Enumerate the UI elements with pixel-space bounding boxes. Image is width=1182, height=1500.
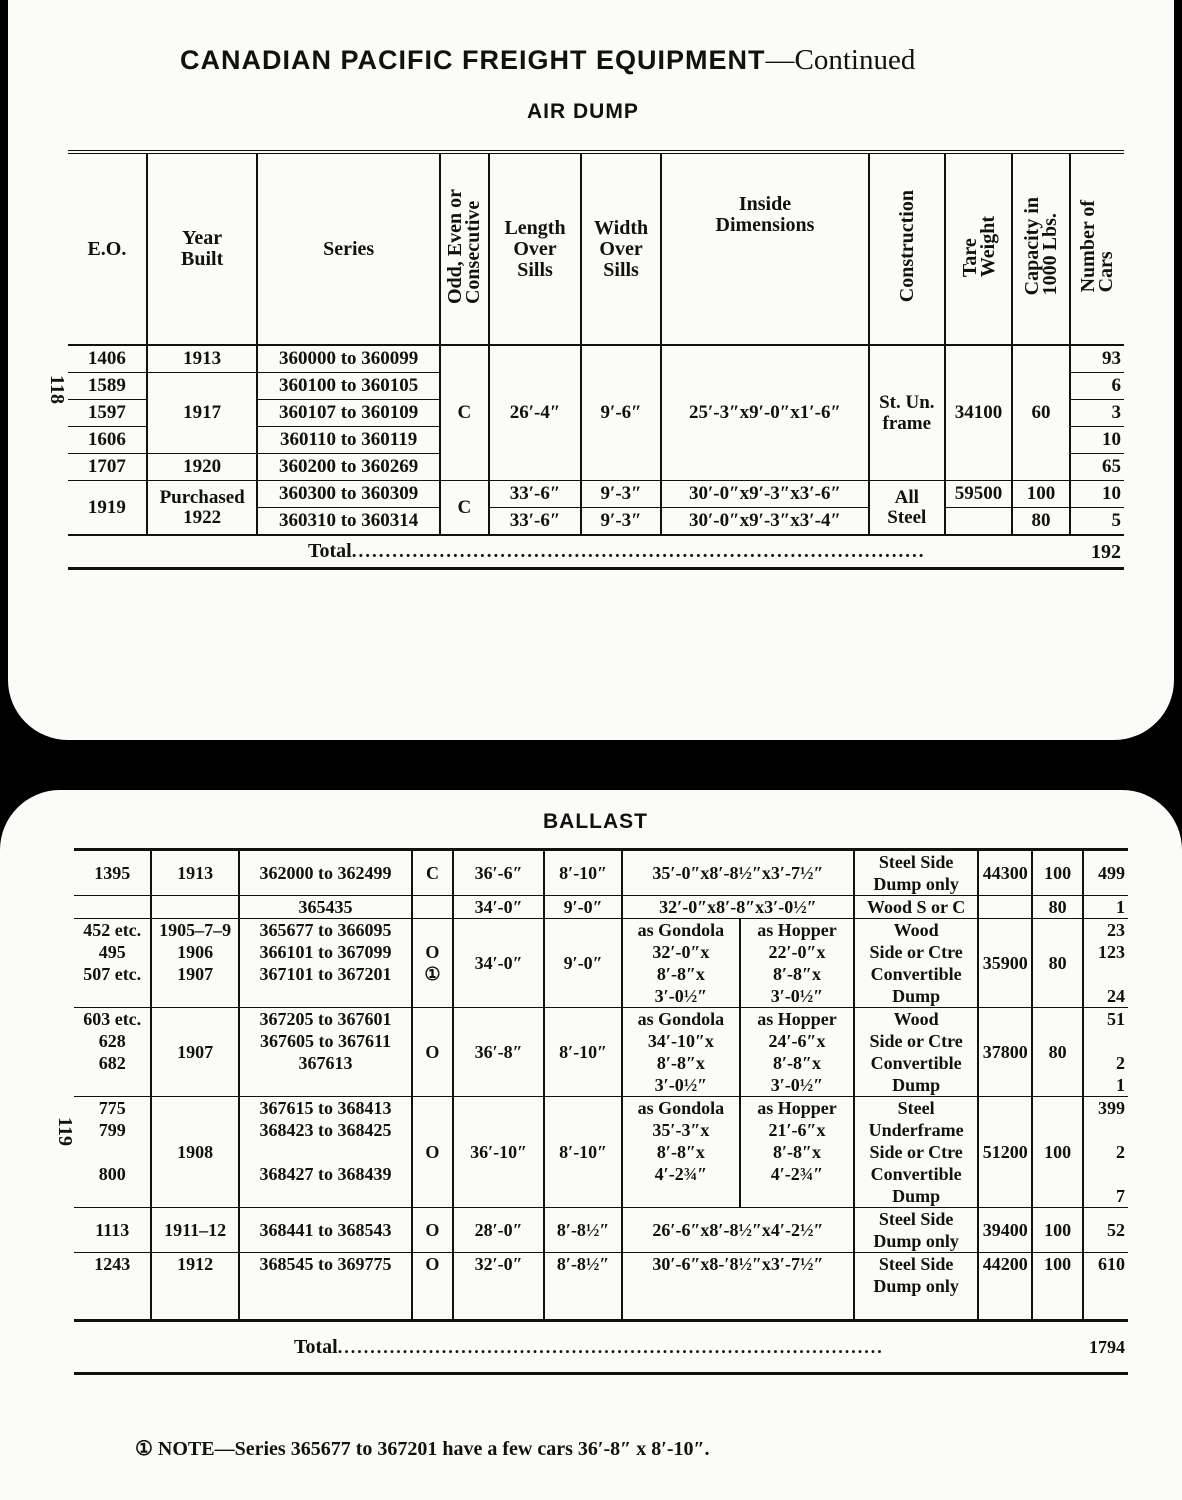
section-title-air-dump: AIR DUMP (527, 100, 639, 123)
table-row: 1707 1920 360200 to 360269 65 (68, 454, 1124, 481)
col-odd-even: Odd, Even or Consecutive (440, 152, 489, 345)
air-dump-table (68, 150, 1124, 570)
page-number-118: 118 (45, 375, 68, 404)
col-tare-weight: Tare Weight (945, 152, 1013, 345)
construction-cell: Steel Side Dump only (854, 850, 978, 896)
table-row-group: 775 799 800 1908 367615 to 368413 368423 to 368425 368427 to 368439 O 36′-10″ 8′-10″ as Gondola 35′-3″x 8′-8″x 4′-2¾″ as Hopper 21′-6″x 8′-8″x 4′-2¾″ Steel Underframe Side or Ctre Convertible Dump 51200 100 399 2 7 (74, 1097, 1128, 1208)
table-row: 360310 to 360314 33′-6″ 9′-3″ 30′-0″x9′-3″x3′-4″ 80 5 (68, 508, 1124, 536)
hopper-dims: as Hopper 21′-6″x 8′-8″x 4′-2¾″ (740, 1097, 854, 1208)
total-row: Total.................................................................................... 1794 (74, 1321, 1128, 1374)
construction-cell: Wood Side or Ctre Convertible Dump (854, 1008, 978, 1097)
construction-cell: Wood Side or Ctre Convertible Dump (854, 919, 978, 1008)
construction-cell: All Steel (869, 481, 945, 536)
col-inside-dimensions: Inside Dimensions (661, 152, 869, 345)
total-row: Total..................................................................................... 192 (68, 535, 1124, 569)
col-eo: E.O. (68, 152, 147, 345)
ballast-table (74, 848, 1128, 1375)
col-width: Width Over Sills (581, 152, 661, 345)
table-row: 1243 1912 368545 to 369775 O 32′-0″ 8′-8½″ 30′-6″x8-′8½″x3′-7½″ Steel Side Dump only 44200 100 610 (74, 1253, 1128, 1321)
table-row-group: 452 etc. 495 507 etc. 1905–7–9 1906 1907 365677 to 366095 366101 to 367099 367101 to 367201 O ① 34′-0″ 9′-0″ as Gondola 32′-0″x 8′-8″x 3′-0½″ as Hopper 22′-0″x 8′-8″x 3′-0½″ Wood Side or Ctre Convertible Dump 35900 80 23 123 24 (74, 919, 1128, 1008)
gondola-dims: as Gondola 34′-10″x 8′-8″x 3′-0½″ (622, 1008, 740, 1097)
table-row: 1395 1913 362000 to 362499 C 36′-6″ 8′-10″ 35′-0″x8′-8½″x3′-7½″ Steel Side Dump only 44300 100 499 (74, 850, 1128, 896)
gondola-dims: as Gondola 35′-3″x 8′-8″x 4′-2¾″ (622, 1097, 740, 1208)
construction-cell: Steel Side Dump only (854, 1253, 978, 1321)
page-number-119: 119 (53, 1117, 76, 1146)
table-row: 1606 360110 to 360119 10 (68, 427, 1124, 454)
table-row: 1113 1911–12 368441 to 368543 O 28′-0″ 8′-8½″ 26′-6″x8′-8½″x4′-2½″ Steel Side Dump only 39400 100 52 (74, 1208, 1128, 1253)
table-row: 1589 1917 360100 to 360105 6 (68, 373, 1124, 400)
table-row-group: 603 etc. 628 682 1907 367205 to 367601 367605 to 367611 367613 O 36′-8″ 8′-10″ as Gondola 34′-10″x 8′-8″x 3′-0½″ as Hopper 24′-6″x 8′-8″x 3′-0½″ Wood Side or Ctre Convertible Dump 37800 80 51 2 1 (74, 1008, 1128, 1097)
table-row: 1597 360107 to 360109 3 (68, 400, 1124, 427)
hopper-dims: as Hopper 24′-6″x 8′-8″x 3′-0½″ (740, 1008, 854, 1097)
col-construction: Construction (869, 152, 945, 345)
table-row: 365435 34′-0″ 9′-0″ 32′-0″x8′-8″x3′-0½″ Wood S or C 80 1 (74, 896, 1128, 919)
construction-cell: Steel Side Dump only (854, 1208, 978, 1253)
construction-cell: St. Un. frame (869, 345, 945, 481)
table-row: 1406 1913 360000 to 360099 C 26′-4″ 9′-6″ 25′-3″x9′-0″x1′-6″ St. Un. frame 34100 60 93 (68, 345, 1124, 373)
col-year-built: Year Built (147, 152, 258, 345)
col-series: Series (257, 152, 439, 345)
year-purchased: Purchased 1922 (147, 481, 258, 536)
gondola-dims: as Gondola 32′-0″x 8′-8″x 3′-0½″ (622, 919, 740, 1008)
note-marker: ① (424, 964, 441, 984)
table-row: 1919 Purchased 1922 360300 to 360309 C 33′-6″ 9′-3″ 30′-0″x9′-3″x3′-6″ All Steel 59500 100 10 (68, 481, 1124, 508)
col-length: Length Over Sills (489, 152, 581, 345)
col-number-of-cars: Number of Cars (1070, 152, 1124, 345)
col-capacity: Capacity in 1000 Lbs. (1012, 152, 1069, 345)
construction-cell: Steel Underframe Side or Ctre Convertible Dump (854, 1097, 978, 1208)
page-title: CANADIAN PACIFIC FREIGHT EQUIPMENT—Continued (180, 44, 916, 76)
footnote: ① NOTE—Series 365677 to 367201 have a few cars 36′-8″ x 8′-10″. (135, 1438, 710, 1460)
header-row (68, 152, 1124, 345)
hopper-dims: as Hopper 22′-0″x 8′-8″x 3′-0½″ (740, 919, 854, 1008)
section-title-ballast: BALLAST (543, 810, 648, 833)
